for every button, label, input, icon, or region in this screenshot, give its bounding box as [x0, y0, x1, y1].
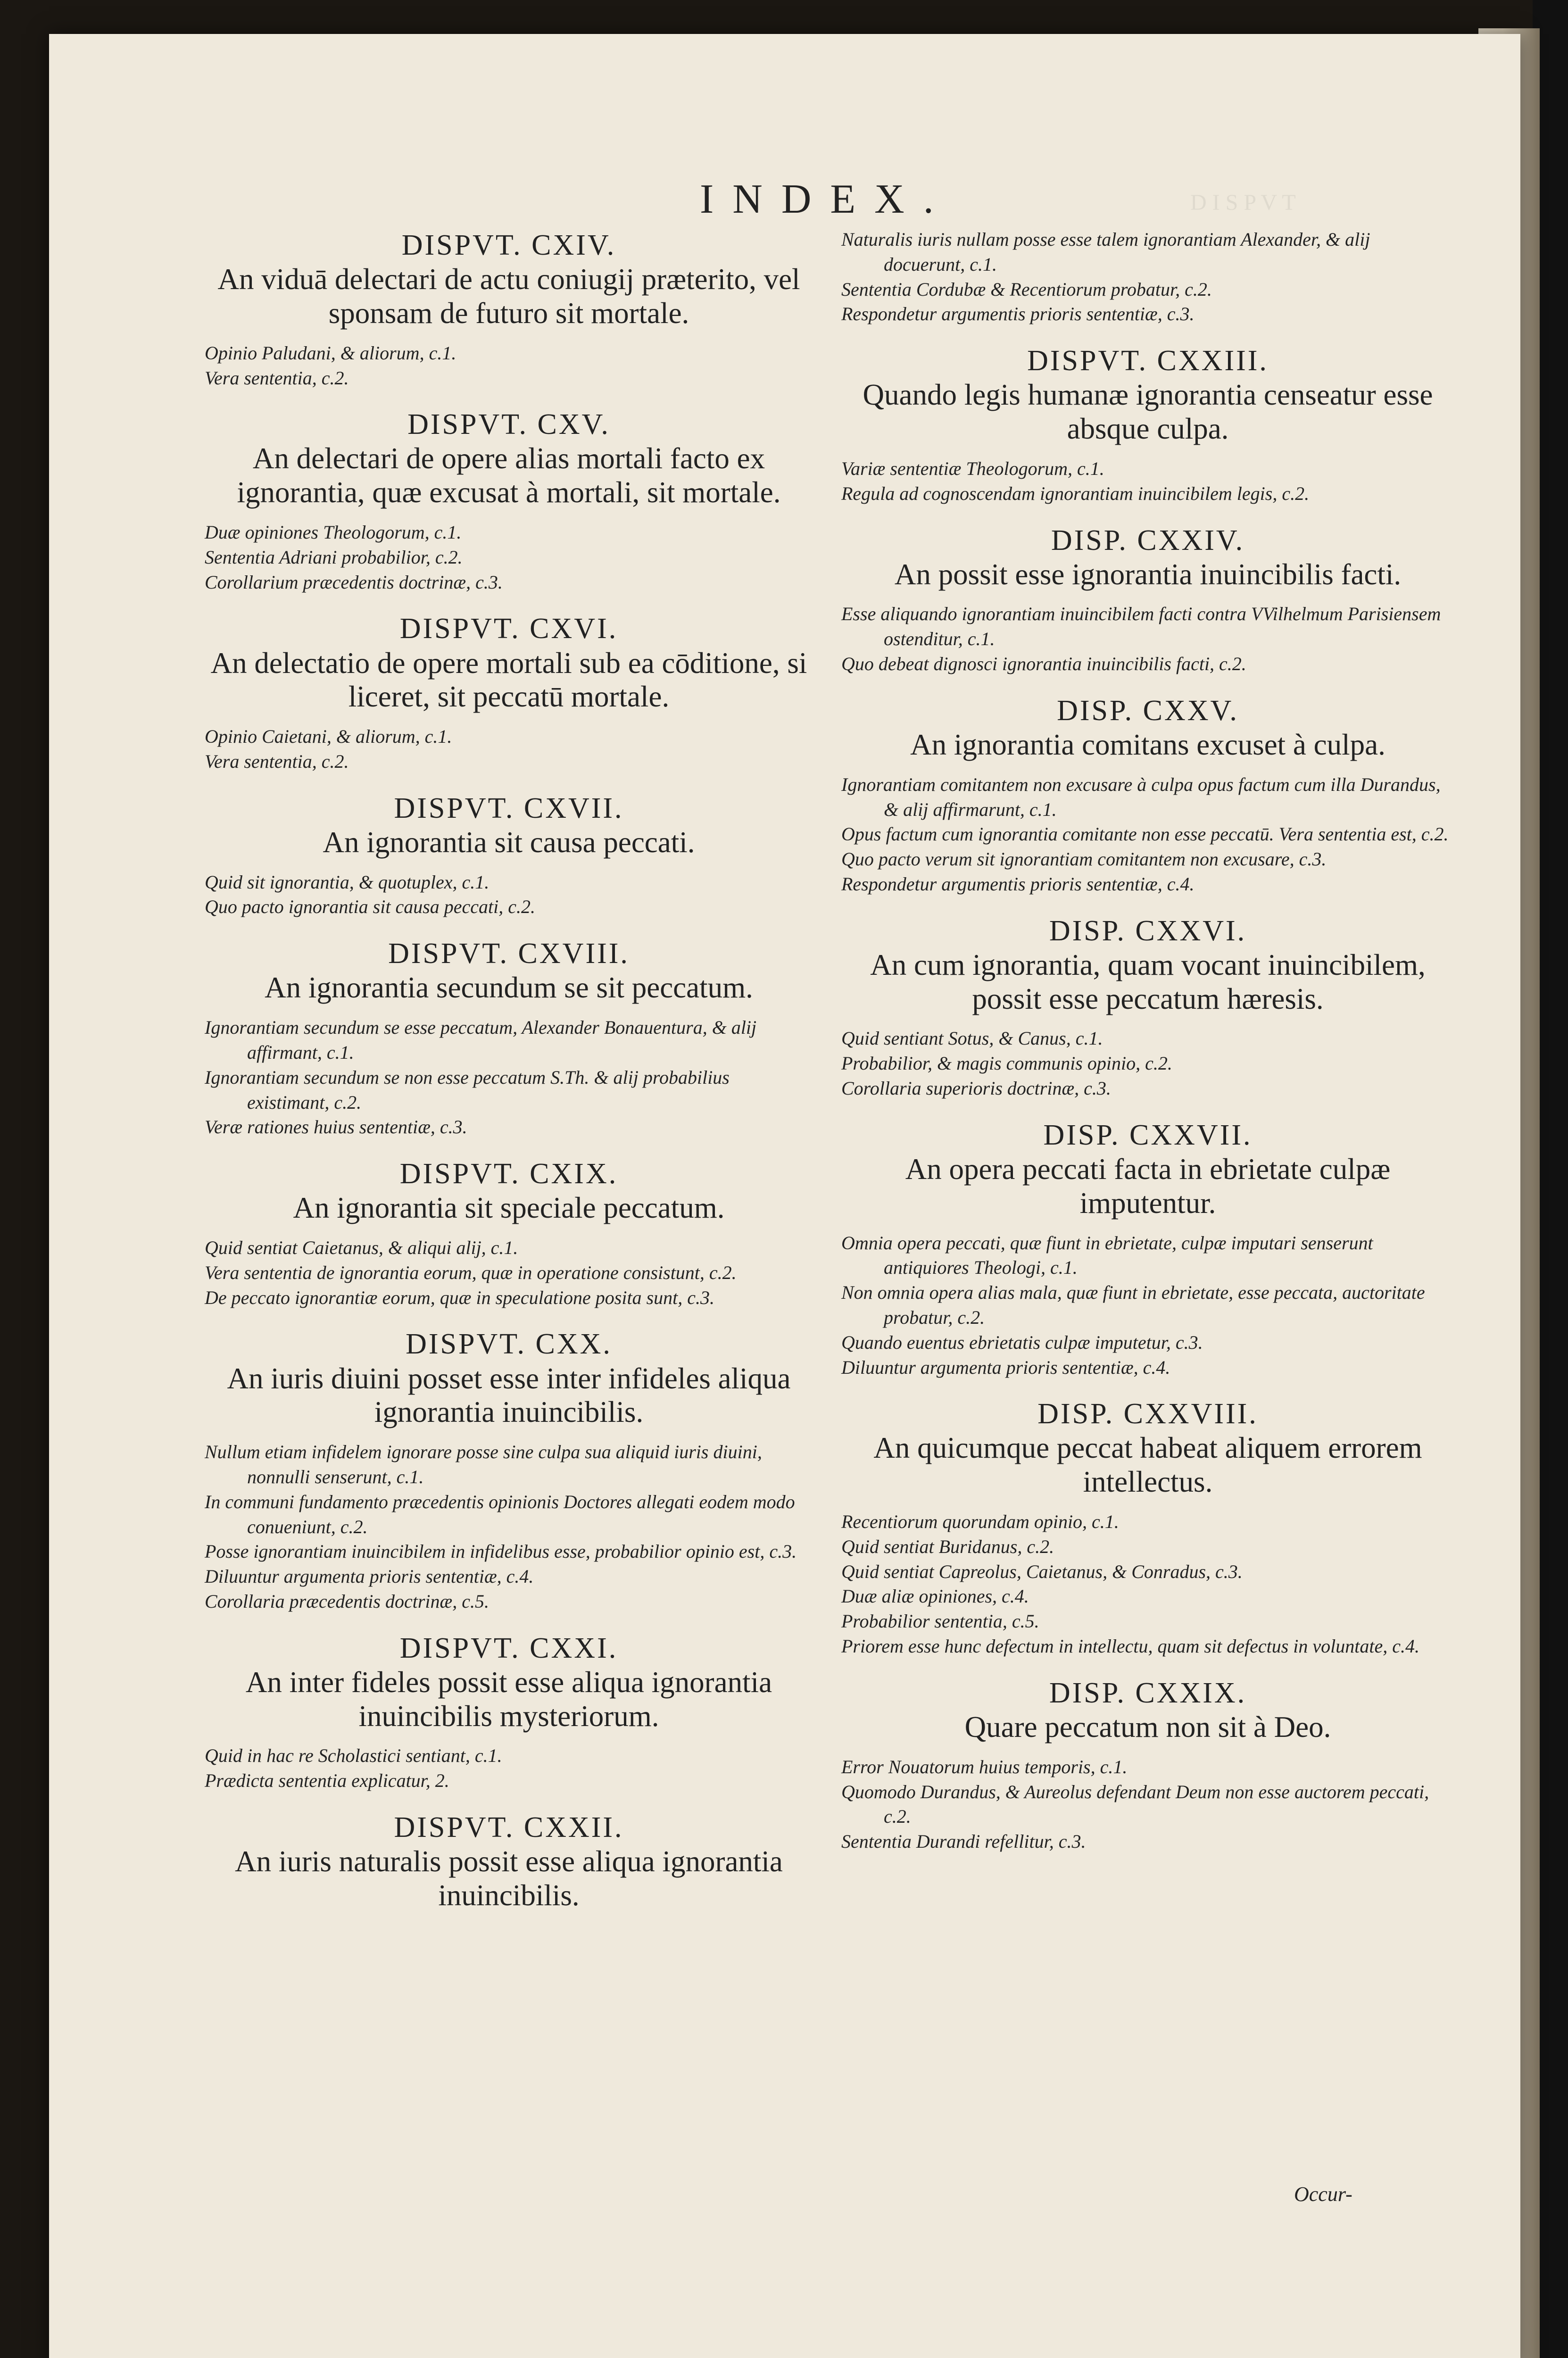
index-entry: Quid in hac re Scholastici sentiant, c.1.	[205, 1745, 502, 1767]
index-entry: Vera sententia, c.2.	[205, 367, 349, 389]
disputation-question: An opera peccati facta in ebrietate culpæ imputentur.	[905, 1152, 1391, 1220]
index-entry: Variæ sententiæ Theologorum, c.1.	[841, 457, 1104, 479]
index-entry: In communi fundamento præcedentis opinionis Doctores allegati eodem modo conueniunt, c.2.	[205, 1491, 795, 1537]
index-entry: Duæ aliæ opiniones, c.4.	[841, 1586, 1029, 1607]
index-entry: Naturalis iuris nullam posse esse talem ignorantiam Alexander, & alij docuerunt, c.1.	[841, 229, 1370, 275]
index-entry: Sententia Durandi refellitur, c.3.	[841, 1831, 1086, 1852]
index-entry: Vera sententia de ignorantia eorum, quæ in operatione consistunt, c.2.	[205, 1262, 737, 1283]
index-entry: Nullum etiam infidelem ignorare posse sine culpa sua aliquid iuris diuini, nonnulli senserunt, c.1.	[205, 1441, 762, 1487]
index-entry: Quid sentiat Capreolus, Caietanus, & Conradus, c.3.	[841, 1561, 1243, 1582]
section-spacer	[841, 677, 1454, 693]
section-spacer	[205, 1793, 813, 1810]
section-spacer	[205, 920, 813, 936]
section-spacer	[841, 1380, 1454, 1396]
section-spacer	[841, 506, 1454, 523]
index-entry: Ignorantiam secundum se non esse peccatum S.Th. & alij probabilius existimant, c.2.	[205, 1066, 730, 1113]
disputation-section	[841, 346, 1454, 522]
disputation-section	[205, 1159, 813, 1326]
index-entry: Opus factum cum ignorantia comitante non esse peccatū. Vera sententia est, c.2.	[841, 823, 1449, 845]
disputation-question: An inter fideles possit esse aliqua ignorantia inuincibilis mysteriorum.	[245, 1665, 772, 1733]
index-entry: Probabilior, & magis communis opinio, c.2.	[841, 1053, 1172, 1074]
disputation-heading: DISP. CXXVII.	[1043, 1119, 1253, 1151]
disputation-heading: DISPVT. CXXI.	[399, 1632, 618, 1664]
disputation-question: An cum ignorantia, quam vocant inuincibilem, possit esse peccatum hæresis.	[870, 948, 1426, 1015]
index-entry: Quo pacto verum sit ignorantiam comitantem non excusare, c.3.	[841, 848, 1327, 870]
disputation-question: Quando legis humanæ ignorantia censeatur esse absque culpa.	[863, 378, 1433, 446]
right-column	[841, 227, 1454, 1854]
disputation-question: An ignorantia secundum se sit peccatum.	[265, 971, 753, 1005]
section-spacer	[841, 897, 1454, 913]
index-entry: Corollaria superioris doctrinæ, c.3.	[841, 1078, 1111, 1099]
section-spacer	[205, 1310, 813, 1326]
index-entry: Sententia Cordubæ & Recentiorum probatur, c.2.	[841, 278, 1212, 300]
index-entry: Corollaria præcedentis doctrinæ, c.5.	[205, 1590, 489, 1612]
disputation-section	[205, 1329, 813, 1630]
index-entry: Opinio Caietani, & aliorum, c.1.	[205, 726, 452, 747]
index-entry: Error Nouatorum huius temporis, c.1.	[841, 1756, 1128, 1777]
section-spacer	[205, 595, 813, 611]
index-entry: Quid sentiat Buridanus, c.2.	[841, 1536, 1054, 1557]
disputation-section	[205, 1633, 813, 1810]
section-spacer	[841, 1659, 1454, 1675]
section-spacer	[205, 1140, 813, 1156]
disputation-question: An possit esse ignorantia inuincibilis facti.	[894, 557, 1402, 591]
disputation-section	[841, 227, 1454, 343]
index-entry: Regula ad cognoscendam ignorantiam inuincibilem legis, c.2.	[841, 482, 1310, 504]
disputation-question: An ignorantia comitans excuset à culpa.	[910, 728, 1385, 761]
disputation-section	[205, 409, 813, 611]
disputation-question: An delectari de opere alias mortali facto ex ignorantia, quæ excusat à mortali, sit mortale.	[237, 442, 781, 509]
disputation-heading: DISPVT. CXVII.	[394, 792, 624, 824]
index-entry: Quo pacto ignorantia sit causa peccati, c.2.	[205, 896, 536, 918]
disputation-heading: DISP. CXXVIII.	[1037, 1398, 1258, 1430]
disputation-heading: DISPVT. CXX.	[406, 1328, 612, 1361]
index-entry: Corollarium præcedentis doctrinæ, c.3.	[205, 571, 503, 593]
index-entry: Omnia opera peccati, quæ fiunt in ebrietate, culpæ imputari senserunt antiquiores Theologi, c.1.	[841, 1232, 1373, 1279]
disputation-section	[841, 916, 1454, 1117]
index-entry: Recentiorum quorundam opinio, c.1.	[841, 1511, 1119, 1533]
index-entry: Ignorantiam secundum se esse peccatum, Alexander Bonauentura, & alij affirmant, c.1.	[205, 1017, 757, 1063]
index-entry: Prædicta sententia explicatur, 2.	[205, 1770, 449, 1792]
index-entry: Posse ignorantiam inuincibilem in infidelibus esse, probabilior opinio est, c.3.	[205, 1541, 797, 1562]
index-entry: Probabilior sententia, c.5.	[841, 1611, 1039, 1632]
disputation-section	[841, 696, 1454, 913]
disputation-section	[205, 793, 813, 936]
disputation-section	[205, 1812, 813, 1913]
index-entry: Vera sententia, c.2.	[205, 750, 349, 772]
index-entry: Esse aliquando ignorantiam inuincibilem facti contra VVilhelmum Parisiensem ostenditur, c.1.	[841, 603, 1441, 650]
index-entry: Diluuntur argumenta prioris sententiæ, c.4.	[205, 1566, 534, 1587]
disputation-section	[841, 1120, 1454, 1396]
index-entry: Non omnia opera alias mala, quæ fiunt in ebrietate, esse peccata, auctoritate probatur, c.2.	[841, 1282, 1425, 1328]
catchword: Occur-	[1294, 2183, 1352, 2206]
disputation-heading: DISP. CXXVI.	[1049, 914, 1247, 947]
section-spacer	[841, 327, 1454, 343]
disputation-question: An ignorantia sit speciale peccatum.	[293, 1191, 725, 1225]
disputation-section	[205, 614, 813, 790]
disputation-question: An ignorantia sit causa peccati.	[323, 825, 695, 859]
index-entry: Duæ opiniones Theologorum, c.1.	[205, 522, 462, 543]
disputation-heading: DISPVT. CXV.	[407, 408, 610, 441]
disputation-heading: DISPVT. CXIX.	[399, 1158, 618, 1190]
show-through-text: D I S P V T	[1190, 190, 1296, 215]
disputation-heading: DISPVT. CXVIII.	[388, 938, 630, 970]
index-entry: Sententia Adriani probabilior, c.2.	[205, 546, 463, 568]
disputation-section	[841, 525, 1454, 693]
index-entry: Quid sit ignorantia, & quotuplex, c.1.	[205, 871, 489, 893]
disputation-question: An iuris diuini posset esse inter infideles aliqua ignorantia inuincibilis.	[227, 1362, 791, 1429]
disputation-heading: DISP. CXXIV.	[1051, 524, 1245, 556]
index-entry: Opinio Paludani, & aliorum, c.1.	[205, 342, 456, 364]
index-entry: Quando euentus ebrietatis culpæ imputetur, c.3.	[841, 1331, 1203, 1353]
index-entry: Quomodo Durandus, & Aureolus defendant Deum non esse auctorem peccati, c.2.	[841, 1781, 1429, 1827]
index-entry: Quo debeat dignosci ignorantia inuincibilis facti, c.2.	[841, 653, 1246, 674]
disputation-section	[841, 1678, 1454, 1854]
disputation-heading: DISP. CXXIX.	[1049, 1677, 1247, 1709]
disputation-heading: DISP. CXXV.	[1057, 694, 1239, 727]
left-column	[205, 227, 813, 1923]
book-page	[49, 34, 1520, 2358]
disputation-section	[205, 230, 813, 407]
disputation-section	[205, 938, 813, 1156]
disputation-question: An delectatio de opere mortali sub ea cōditione, si liceret, sit peccatū mortale.	[210, 646, 807, 714]
disputation-question: Quare peccatum non sit à Deo.	[964, 1710, 1331, 1744]
page-title: INDEX.	[700, 176, 953, 222]
section-spacer	[205, 390, 813, 407]
disputation-heading: DISPVT. CXIV.	[401, 229, 616, 261]
index-entry: Priorem esse hunc defectum in intellectu, quam sit defectus in voluntate, c.4.	[841, 1636, 1419, 1657]
disputation-question: An quicumque peccat habeat aliquem errorem intellectus.	[873, 1431, 1422, 1499]
disputation-heading: DISPVT. CXXIII.	[1027, 345, 1269, 377]
section-spacer	[841, 1101, 1454, 1117]
index-entry: Quid sentiat Caietanus, & aliqui alij, c.1.	[205, 1237, 518, 1259]
section-spacer	[205, 1614, 813, 1630]
section-spacer	[205, 774, 813, 790]
disputation-heading: DISPVT. CXXII.	[394, 1811, 624, 1844]
disputation-section	[841, 1399, 1454, 1675]
disputation-question: An viduā delectari de actu coniugij præterito, vel sponsam de futuro sit mortale.	[217, 263, 800, 330]
index-entry: Quid sentiant Sotus, & Canus, c.1.	[841, 1028, 1103, 1049]
index-entry: Respondetur argumentis prioris sententiæ, c.3.	[841, 303, 1195, 325]
index-entry: Veræ rationes huius sententiæ, c.3.	[205, 1116, 467, 1138]
index-entry: De peccato ignorantiæ eorum, quæ in speculatione posita sunt, c.3.	[205, 1287, 714, 1308]
index-entry: Diluuntur argumenta prioris sententiæ, c.4.	[841, 1356, 1170, 1378]
index-entry: Ignorantiam comitantem non excusare à culpa opus factum cum illa Durandus, & alij affirmarunt, c.1.	[841, 773, 1441, 820]
index-entry: Respondetur argumentis prioris sententiæ, c.4.	[841, 873, 1195, 895]
disputation-question: An iuris naturalis possit esse aliqua ignorantia inuincibilis.	[235, 1845, 783, 1912]
disputation-heading: DISPVT. CXVI.	[399, 613, 618, 645]
